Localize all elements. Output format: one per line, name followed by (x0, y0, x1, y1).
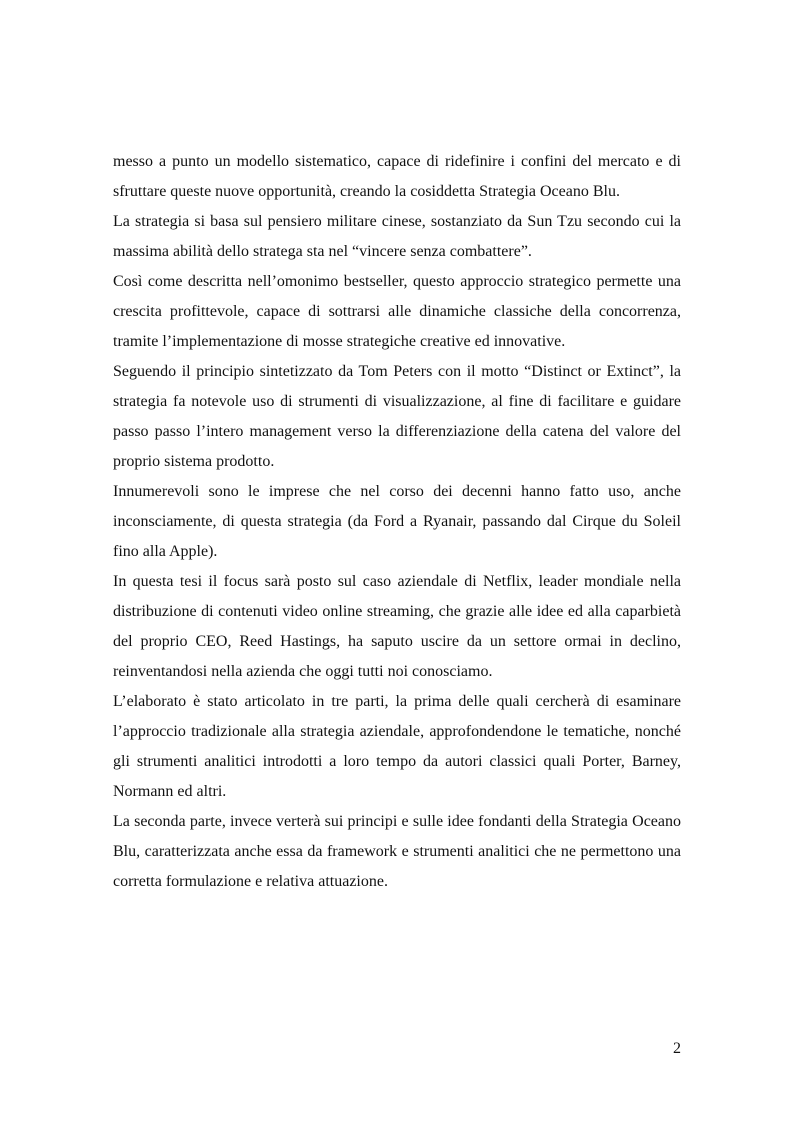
body-text (113, 147, 681, 897)
paragraph-1: messo a punto un modello sistematico, capace di ridefinire i confini del mercato e di sfruttare queste nuove opportunità, creando la cosiddetta Strategia Oceano Blu. (113, 153, 681, 200)
paragraph-4: Seguendo il principio sintetizzato da Tom Peters con il motto “Distinct or Extinct”, la strategia fa notevole uso di strumenti di visualizzazione, al fine di facilitare e guidare passo passo l’intero management verso la differenziazione della catena del valore del proprio sistema prodotto. (113, 363, 681, 470)
paragraph-3: Così come descritta nell’omonimo bestseller, questo approccio strategico permette una crescita profittevole, capace di sottrarsi alle dinamiche classiche della concorrenza, tramite l’implementazione di mosse strategiche creative ed innovative. (113, 273, 681, 350)
paragraph-7: L’elaborato è stato articolato in tre parti, la prima delle quali cercherà di esaminare l’approccio tradizionale alla strategia aziendale, approfondendone le tematiche, nonché gli strumenti analitici introdotti a loro tempo da autori classici quali Porter, Barney, Normann ed altri. (113, 693, 681, 800)
paragraph-6: In questa tesi il focus sarà posto sul caso aziendale di Netflix, leader mondiale nella distribuzione di contenuti video online streaming, che grazie alle idee ed alla caparbietà del proprio CEO, Reed Hastings, ha saputo uscire da un settore ormai in declino, reinventandosi nella azienda che oggi tutti noi conosciamo. (113, 573, 681, 680)
paragraph-2: La strategia si basa sul pensiero militare cinese, sostanziato da Sun Tzu secondo cui la massima abilità dello stratega sta nel “vincere senza combattere”. (113, 213, 681, 260)
page-number: 2 (673, 1040, 681, 1057)
paragraph-5: Innumerevoli sono le imprese che nel corso dei decenni hanno fatto uso, anche inconsciamente, di questa strategia (da Ford a Ryanair, passando dal Cirque du Soleil fino alla Apple). (113, 483, 681, 560)
paragraph-8: La seconda parte, invece verterà sui principi e sulle idee fondanti della Strategia Oceano Blu, caratterizzata anche essa da framework e strumenti analitici che ne permettono una corretta formulazione e relativa attuazione. (113, 813, 681, 890)
